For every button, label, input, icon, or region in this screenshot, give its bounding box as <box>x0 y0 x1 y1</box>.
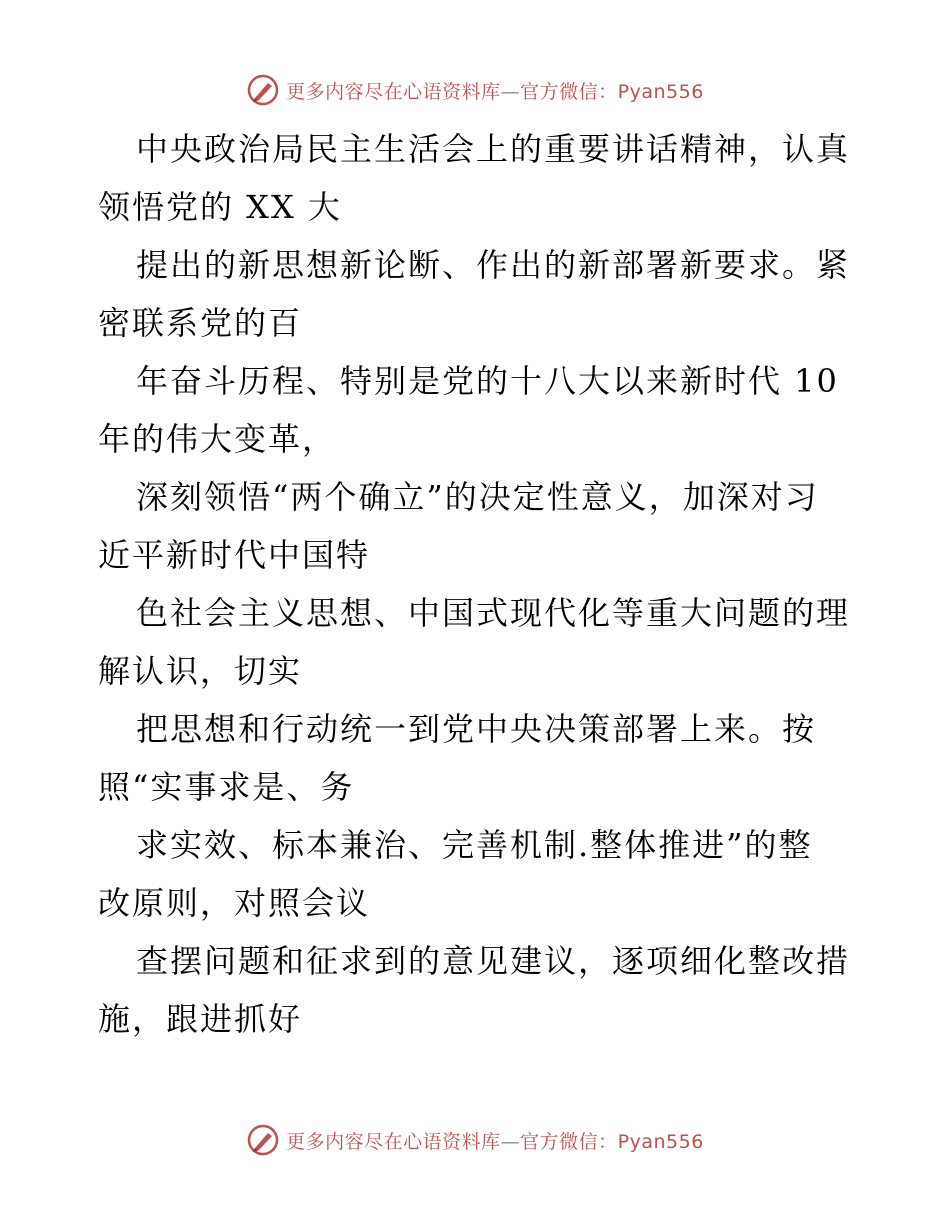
text-line: 施，跟进抓好 <box>98 1000 303 1038</box>
text-line: 解认识，切实 <box>98 652 303 690</box>
text-line: 提出的新思想新论断、作出的新部署新要求。紧 <box>136 246 851 284</box>
pen-logo-icon <box>246 1123 280 1157</box>
text-line: 深刻领悟“两个确立”的决定性意义，加深对习 <box>136 478 819 516</box>
watermark-separator: — <box>500 80 521 103</box>
text-line: 密联系党的百 <box>98 304 303 342</box>
text-line: 色社会主义思想、中国式现代化等重大问题的理 <box>136 594 851 632</box>
text-line: 中央政治局民主生活会上的重要讲话精神，认真 <box>136 130 851 168</box>
watermark-title: 更多内容尽在心语资料库 <box>286 80 501 103</box>
text-line: 领悟党的 XX 大 <box>98 188 342 226</box>
watermark-title: 更多内容尽在心语资料库 <box>286 1130 501 1153</box>
text-line: 年的伟大变革， <box>98 420 337 458</box>
watermark-suffix: 官方微信：Pyan556 <box>520 1130 704 1153</box>
pen-logo-icon <box>246 73 280 107</box>
watermark-text <box>286 77 704 104</box>
text-line: 把思想和行动统一到党中央决策部署上来。按 <box>136 710 817 748</box>
text-line: 查摆问题和征求到的意见建议，逐项细化整改措 <box>136 942 851 980</box>
text-line: 照“实事求是、务 <box>98 768 355 806</box>
text-line: 改原则，对照会议 <box>98 884 371 922</box>
footer-watermark <box>0 1120 950 1160</box>
document-body <box>98 120 858 1048</box>
header-watermark <box>0 70 950 110</box>
watermark-text <box>286 1127 704 1154</box>
watermark-suffix: 官方微信：Pyan556 <box>520 80 704 103</box>
text-line: 求实效、标本兼治、完善机制.整体推进”的整 <box>136 826 813 864</box>
text-line: 年奋斗历程、特别是党的十八大以来新时代 10 <box>136 362 839 400</box>
text-line: 近平新时代中国特 <box>98 536 371 574</box>
watermark-separator: — <box>500 1130 521 1153</box>
